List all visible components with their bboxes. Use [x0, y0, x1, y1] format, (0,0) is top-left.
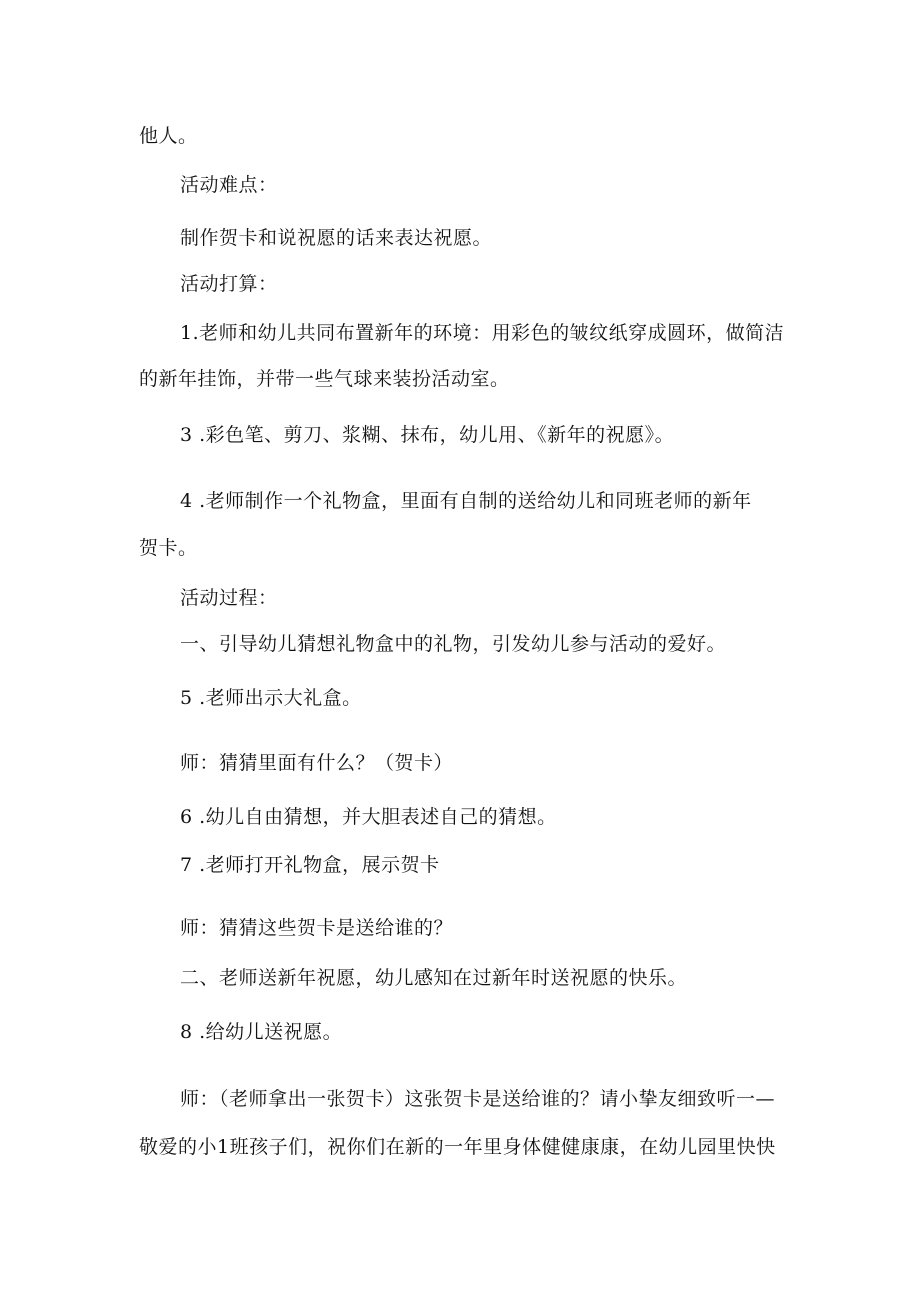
text-line-teacher-card: 师：（老师拿出一张贺卡）这张贺卡是送给谁的？请小挚友细致听一—	[180, 1088, 776, 1110]
text-line-step-one: 一、引导幼儿猜想礼物盒中的礼物，引发幼儿参与活动的爱好。	[180, 633, 727, 655]
text-line-prep-4-cont: 贺卡。	[139, 537, 198, 559]
text-line-difficulty: 制作贺卡和说祝愿的话来表达祝愿。	[180, 227, 493, 249]
text-line-item-6: 6 .幼儿自由猜想，并大胆表述自己的猜想。	[180, 806, 557, 828]
text-line-prep-1-cont: 的新年挂饰，并带一些气球来装扮活动室。	[139, 368, 510, 390]
text-line-item-5: 5 .老师出示大礼盒。	[180, 687, 362, 709]
text-line-prep-4: 4 .老师制作一个礼物盒，里面有自制的送给幼儿和同班老师的新年	[180, 490, 752, 512]
heading-activity-preparation: 活动打算：	[180, 273, 278, 295]
text-line-teacher-question-2: 师：猜猜这些贺卡是送给谁的？	[180, 917, 454, 939]
text-line-continuation: 他人。	[139, 125, 198, 147]
heading-activity-process: 活动过程：	[180, 587, 278, 609]
text-line-item-7: 7 .老师打开礼物盒，展示贺卡	[180, 854, 440, 876]
text-line-teacher-question-1: 师：猜猜里面有什么？（贺卡）	[180, 752, 454, 774]
text-line-card-message: 敬爱的小1班孩子们，祝你们在新的一年里身体健健康康，在幼儿园里快快	[139, 1136, 776, 1158]
heading-activity-difficulty: 活动难点：	[180, 174, 278, 196]
text-line-prep-3: 3 .彩色笔、剪刀、浆糊、抹布，幼儿用、《新年的祝愿》。	[180, 424, 675, 446]
text-line-step-two: 二、老师送新年祝愿，幼儿感知在过新年时送祝愿的快乐。	[180, 967, 688, 989]
text-line-item-8: 8 .给幼儿送祝愿。	[180, 1021, 343, 1043]
text-line-prep-1: 1.老师和幼儿共同布置新年的环境：用彩色的皱纹纸穿成圆环，做简洁	[180, 322, 785, 344]
